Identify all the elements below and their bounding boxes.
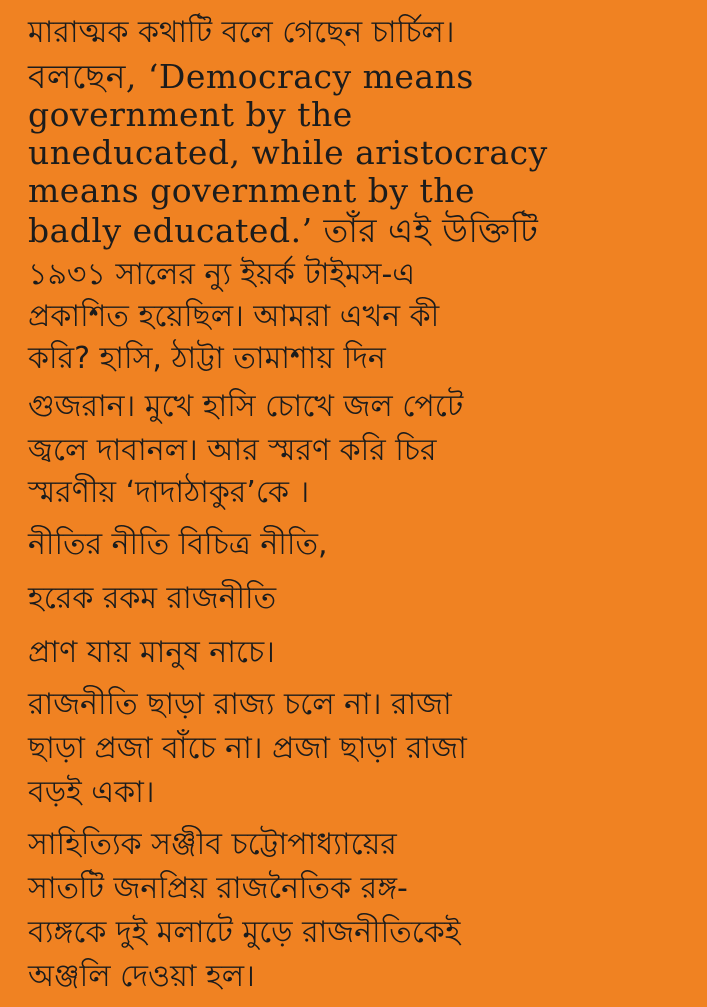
text-line: সাহিত্যিক সঞ্জীব চট্টোপাধ্যায়ের xyxy=(28,827,397,862)
text-line: মারাত্মক কথাটি বলে গেছেন চার্চিল। xyxy=(28,15,455,50)
text-line: রাজনীতি ছাড়া রাজ্য চলে না। রাজা xyxy=(28,687,452,722)
text-line: uneducated, while aristocracy xyxy=(28,133,548,172)
text-line: ব্যঙ্গকে দুই মলাটে মুড়ে রাজনীতিকেই xyxy=(28,915,461,950)
text-line: গুজরান। মুখে হাসি চোখে জল পেটে xyxy=(28,389,464,424)
text-line: নীতির নীতি বিচিত্র নীতি, xyxy=(28,527,328,562)
text-line: প্রকাশিত হয়েছিল। আমরা এখন কী xyxy=(28,299,440,334)
text-line: badly educated.’ তাঁর এই উক্তিটি xyxy=(28,211,539,250)
text-line: হরেক রকম রাজনীতি xyxy=(28,581,277,616)
text-line: অঞ্জলি দেওয়া হল। xyxy=(28,959,255,994)
text-line: government by the xyxy=(28,95,353,134)
text-line: বড়ই একা। xyxy=(28,775,155,810)
text-line: প্রাণ যায় মানুষ নাচে। xyxy=(28,635,275,670)
text-line: ১৯৩১ সালের ন্যু ইয়র্ক টাইমস-এ xyxy=(28,257,416,292)
text-line: জ্বলে দাবানল। আর স্মরণ করি চির xyxy=(28,433,437,468)
text-line: করি? হাসি, ঠাট্টা তামাশায় দিন xyxy=(28,341,386,376)
text-line: বলছেন, ‘Democracy means xyxy=(28,57,474,96)
text-line: সাতটি জনপ্রিয় রাজনৈতিক রঙ্গ- xyxy=(28,871,408,906)
text-line: means government by the xyxy=(28,171,475,210)
text-line: ছাড়া প্রজা বাঁচে না। প্রজা ছাড়া রাজা xyxy=(28,731,467,766)
text-line: স্মরণীয় ‘দাদাঠাকুর’কে । xyxy=(28,475,310,510)
